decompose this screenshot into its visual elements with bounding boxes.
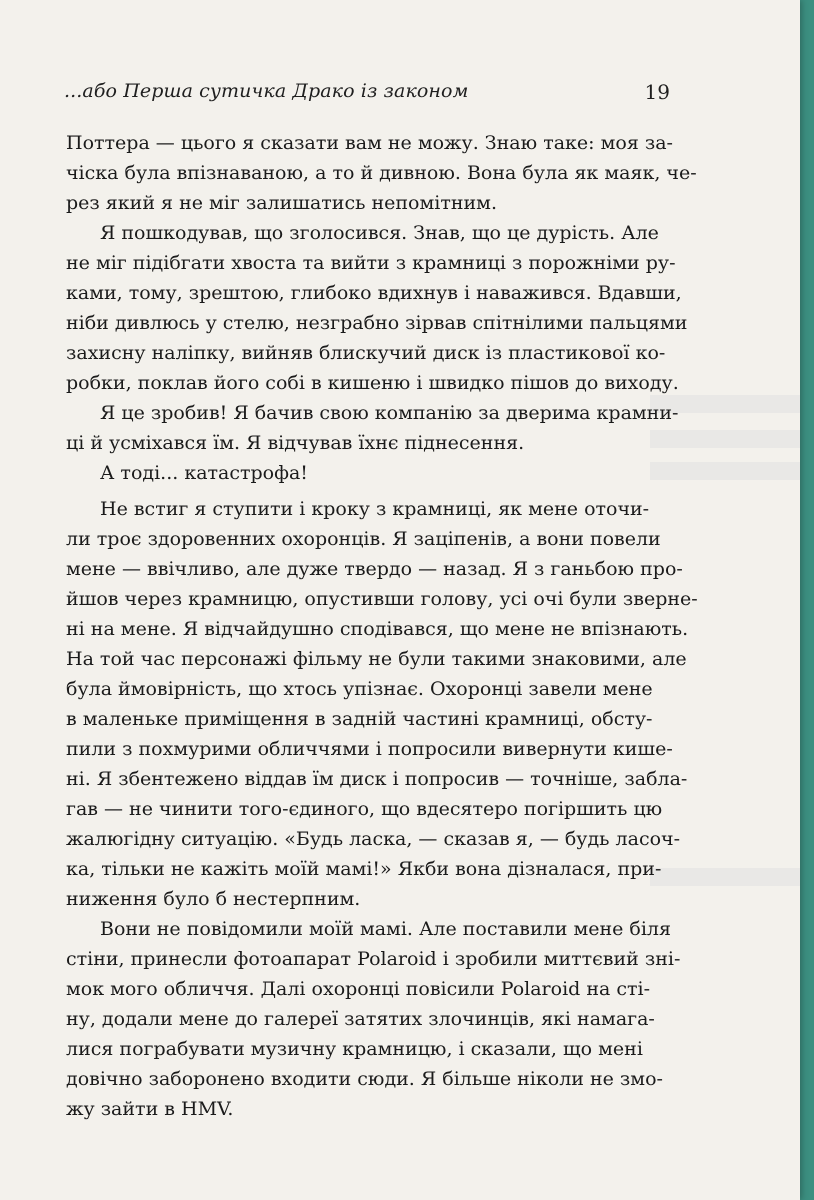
text-line: робки, поклав його собі в кишеню і швидко пішов до виходу. [66,372,679,394]
running-title: ...або Перша сутичка Драко із законом [64,80,469,102]
text-line: ками, тому, зрештою, глибоко вдихнув і наважився. Вдавши, [66,282,682,304]
text-line: була ймовірність, що хтось упізнає. Охоронці завели мене [66,678,653,700]
text-line: ні на мене. Я відчайдушно сподівався, що мене не впізнають. [66,618,689,640]
page-number: 19 [644,80,670,104]
text-line: мене — ввічливо, але дуже твердо — назад. Я з ганьбою про- [66,558,683,580]
text-line: рез який я не міг залишатись непомітним. [66,192,497,214]
bleed-through-shadow [650,462,800,480]
text-line: жу зайти в HMV. [66,1098,234,1120]
text-line: йшов через крамницю, опустивши голову, усі очі були зверне- [66,588,698,610]
text-line: в маленьке приміщення в задній частині крамниці, обсту- [66,708,653,730]
text-line: ці й усміхався їм. Я відчував їхнє піднесення. [66,432,525,454]
text-line: стіни, принесли фотоапарат Polaroid і зробили миттєвий зні- [66,948,681,970]
text-line: ли троє здоровенних охоронців. Я заціпенів, а вони повели [66,528,661,550]
text-line: ну, додали мене до галереї затятих злочинців, які намага- [66,1008,655,1030]
text-line: захисну наліпку, вийняв блискучий диск із пластикової ко- [66,342,666,364]
bleed-through-shadow [650,430,800,448]
running-header [64,78,672,108]
text-line: лися пограбувати музичну крамницю, і сказали, що мені [66,1038,643,1060]
paragraph-first-line: Не встиг я ступити і кроку з крамниці, як мене оточи- [100,498,650,520]
paragraph-first-line: Вони не повідомили моїй мамі. Але поставили мене біля [100,918,671,940]
text-line: ні. Я збентежено віддав їм диск і попросив — точніше, забла- [66,768,688,790]
text-line: пили з похмурими обличчями і попросили вивернути кише- [66,738,673,760]
bleed-through-shadow [650,868,800,886]
paragraph-first-line: Я пошкодував, що зголосився. Знав, що це дурість. Але [100,222,659,244]
text-line: ниження було б нестерпним. [66,888,361,910]
text-line: мок мого обличчя. Далі охоронці повісили Polaroid на сті- [66,978,651,1000]
text-line: чіска була впізнаваною, а то й дивною. Вона була як маяк, че- [66,162,697,184]
text-line: ніби дивлюсь у стелю, незграбно зірвав спітнілими пальцями [66,312,688,334]
text-line: ка, тільки не кажіть моїй мамі!» Якби вона дізналася, при- [66,858,662,880]
text-line: жалюгідну ситуацію. «Будь ласка, — сказав я, — будь ласоч- [66,828,681,850]
text-line: гав — не чинити того-єдиного, що вдесятеро погіршить цю [66,798,663,820]
paragraph-first-line: А тоді... катастрофа! [100,462,308,484]
text-line: не міг підібгати хвоста та вийти з крамниці з порожніми ру- [66,252,676,274]
paragraph-first-line: Я це зробив! Я бачив свою компанію за дверима крамни- [100,402,679,424]
text-line: На той час персонажі фільму не були такими знаковими, але [66,648,687,670]
text-line: довічно заборонено входити сюди. Я більше ніколи не змо- [66,1068,663,1090]
text-line: Поттера — цього я сказати вам не можу. Знаю таке: моя за- [66,132,673,154]
